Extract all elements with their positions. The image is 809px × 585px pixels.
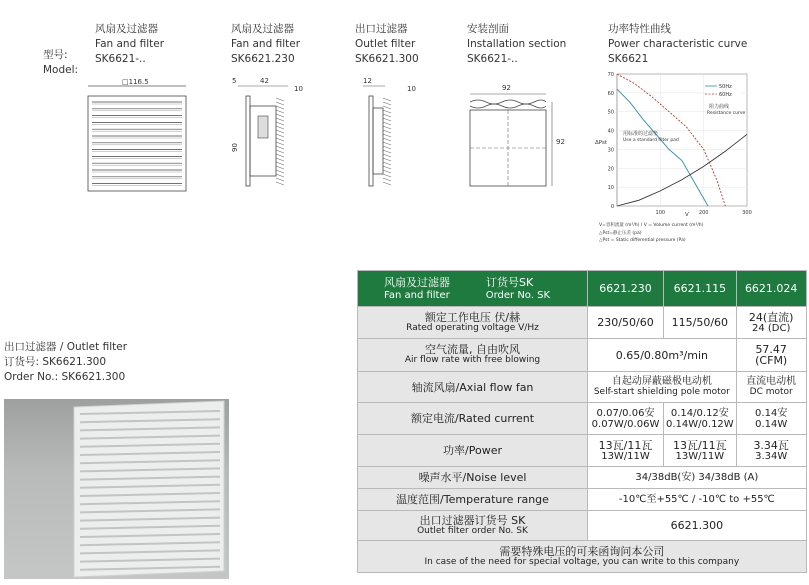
- col-2-header: [231, 22, 300, 67]
- hatch-line: [276, 142, 284, 145]
- hatch-line: [276, 174, 284, 177]
- table-row: [358, 307, 807, 339]
- row-label: 噪声水平/Noise level: [358, 467, 588, 489]
- outlet-filter-photo: [4, 399, 229, 579]
- hatch-line: [383, 138, 391, 141]
- hatch-line: [383, 106, 391, 109]
- row-label: 温度范围/Temperature range: [358, 489, 588, 511]
- hatch-line: [383, 130, 391, 133]
- y-tick-label: 40: [607, 128, 614, 135]
- col-5-model: SK6621: [608, 53, 649, 65]
- row-value: 24(直流) 24 (DC): [736, 307, 806, 339]
- row-value: 13瓦/11瓦 13W/11W: [588, 435, 664, 467]
- table-header-row: [358, 271, 807, 307]
- row-value: 230/50/60: [588, 307, 664, 339]
- hatch-line: [276, 98, 284, 101]
- hatch-line: [383, 114, 391, 117]
- table-row: [358, 372, 807, 403]
- table-row: [358, 403, 807, 435]
- side2-dim-b: 10: [407, 85, 416, 93]
- header-c3: 6621.024: [736, 271, 806, 307]
- side1-dim-c: 10: [294, 85, 303, 93]
- hatch-line: [383, 166, 391, 169]
- outlet-title: 出口过滤器 / Outlet filter: [4, 341, 128, 353]
- row-value: 0.07/0.06安 0.07W/0.06W: [588, 403, 664, 435]
- header-label-cell: [358, 271, 588, 307]
- y-axis-label: ΔPst: [595, 140, 608, 146]
- series-line-0: [617, 89, 708, 206]
- legend-resistance-en: Resistance curve: [707, 111, 746, 116]
- legend-60hz: 60Hz: [719, 92, 732, 98]
- row-value: 115/50/60: [664, 307, 737, 339]
- side1-dim-d: 90: [231, 143, 239, 152]
- col-4-model: SK6621-..: [467, 53, 518, 65]
- y-tick-label: 50: [607, 109, 614, 116]
- hatch-line: [383, 142, 391, 145]
- col-1-header: [95, 22, 164, 67]
- row-value: 34/38dB(安) 34/38dB (A): [588, 467, 807, 489]
- hatch-line: [383, 134, 391, 137]
- header-cn1: 风扇及过滤器: [384, 275, 450, 289]
- y-tick-label: 60: [607, 90, 614, 97]
- hatch-line: [383, 118, 391, 121]
- front-dim-label: □116.5: [122, 78, 149, 86]
- annotation-cn: 用标准的过滤垫: [623, 131, 659, 137]
- hatch-line: [383, 110, 391, 113]
- row-label: 出口过滤器订货号 SK Outlet filter order No. SK: [358, 511, 588, 541]
- col-2-en: Fan and filter: [231, 38, 301, 50]
- row-label: 空气流量, 自由吹风 Air flow rate with free blowing: [358, 339, 588, 372]
- x-tick-label: 300: [742, 210, 752, 216]
- model-label-en: Model:: [43, 64, 79, 76]
- footnote-3: △Pst = Static differential pressure (Pa): [599, 238, 686, 243]
- hatch-line: [383, 126, 391, 129]
- hatch-line: [383, 122, 391, 125]
- col-5-header: [608, 22, 747, 67]
- col-5-cn: 功率特性曲线: [608, 23, 671, 35]
- col-3-model: SK6621.300: [355, 53, 419, 65]
- hatch-line: [276, 182, 284, 185]
- annotation-en: Use a standard filter pad: [623, 138, 679, 143]
- outlet-filter-info: [4, 340, 127, 385]
- y-tick-label: 10: [607, 185, 614, 192]
- side-view-1-drawing: [228, 76, 308, 196]
- side1-dim-a: 5: [232, 77, 237, 85]
- table-row: [358, 435, 807, 467]
- spec-table: [357, 270, 807, 573]
- outlet-order-cn: 订货号: SK6621.300: [4, 356, 107, 368]
- col-3-cn: 出口过滤器: [355, 23, 408, 35]
- row-value: 0.65/0.80m³/min: [588, 339, 737, 372]
- side1-dim-b: 42: [260, 77, 269, 85]
- y-tick-label: 0: [610, 204, 614, 210]
- header-en2: Order No. SK: [485, 289, 551, 301]
- row-label: 功率/Power: [358, 435, 588, 467]
- hatch-line: [276, 150, 284, 153]
- row-value: 直流电动机 DC motor: [736, 372, 806, 403]
- hatch-line: [276, 162, 284, 165]
- row-value: 6621.300: [588, 511, 807, 541]
- hatch-line: [276, 130, 284, 133]
- hatch-line: [276, 134, 284, 137]
- hatch-line: [383, 182, 391, 185]
- row-value: 0.14安 0.14W: [736, 403, 806, 435]
- hatch-line: [383, 174, 391, 177]
- row-label: 额定电流/Rated current: [358, 403, 588, 435]
- header-en1: Fan and filter: [384, 289, 450, 301]
- col-5-en: Power characteristic curve: [608, 38, 748, 50]
- footnote-1: V=容积流量 (m³/h) / V = Volume current (m³/h): [599, 223, 704, 228]
- installation-section-drawing: [464, 80, 569, 195]
- hatch-line: [276, 146, 284, 149]
- col-4-header: [467, 22, 566, 67]
- row-value: 自起动屏蔽磁极电动机 Self-start shielding pole motor: [588, 372, 737, 403]
- row-label: 轴流风扇/Axial flow fan: [358, 372, 588, 403]
- side2-dim-a: 12: [363, 77, 372, 85]
- hatch-line: [276, 154, 284, 157]
- col-4-en: Installation section: [467, 38, 567, 50]
- hatch-line: [276, 126, 284, 129]
- row-value: 0.14/0.12安 0.14W/0.12W: [664, 403, 737, 435]
- col-1-cn: 风扇及过滤器: [95, 23, 158, 35]
- hatch-line: [383, 150, 391, 153]
- x-axis-label: V: [685, 212, 689, 218]
- hatch-line: [383, 98, 391, 101]
- hatch-line: [276, 178, 284, 181]
- hatch-line: [276, 158, 284, 161]
- header-c1: 6621.230: [588, 271, 664, 307]
- side-view-2-drawing: [355, 76, 425, 196]
- col-3-header: [355, 22, 419, 67]
- col-3-en: Outlet filter: [355, 38, 416, 50]
- table-footer-row: [358, 541, 807, 573]
- hatch-line: [383, 170, 391, 173]
- front-slats: [92, 102, 182, 186]
- col-2-model: SK6621.230: [231, 53, 295, 65]
- filter-grille-image: [4, 399, 229, 579]
- power-curve-chart: [593, 68, 773, 248]
- hatch-line: [383, 158, 391, 161]
- hatch-line: [276, 166, 284, 169]
- col-1-model: SK6621-..: [95, 53, 146, 65]
- row-value: 3.34瓦 3.34W: [736, 435, 806, 467]
- table-row: [358, 489, 807, 511]
- col-1-en: Fan and filter: [95, 38, 165, 50]
- footer-note: 需要特殊电压的可来函询问本公司 In case of the need for special voltage, you can write to this company: [358, 541, 807, 573]
- header-cn2: 订货号SK: [486, 275, 534, 289]
- hatch-line: [383, 178, 391, 181]
- x-tick-label: 100: [655, 210, 666, 216]
- table-row: [358, 339, 807, 372]
- table-row: [358, 511, 807, 541]
- outlet-order-en: Order No.: SK6621.300: [4, 371, 126, 383]
- y-tick-label: 30: [607, 147, 614, 154]
- row-value: 13瓦/11瓦 13W/11W: [664, 435, 737, 467]
- hatch-line: [276, 110, 284, 113]
- install-dim-h: 92: [556, 138, 565, 146]
- hatch-line: [383, 146, 391, 149]
- legend-resistance-cn: 阻力曲线: [709, 104, 730, 110]
- footnote-2: △Pst=静止压差 (pa): [599, 231, 642, 236]
- table-row: [358, 467, 807, 489]
- series-line-2: [617, 134, 747, 206]
- install-dim-w: 92: [502, 84, 511, 92]
- hatch-line: [383, 162, 391, 165]
- hatch-line: [383, 154, 391, 157]
- row-value: -10℃至+55℃ / -10℃ to +55℃: [588, 489, 807, 511]
- hatch-line: [276, 122, 284, 125]
- hatch-line: [276, 138, 284, 141]
- hatch-line: [276, 114, 284, 117]
- y-tick-label: 70: [607, 72, 614, 78]
- legend-50hz: 50Hz: [719, 84, 732, 90]
- hatch-line: [383, 102, 391, 105]
- front-view-drawing: [84, 76, 194, 196]
- row-value: 57.47 (CFM): [736, 339, 806, 372]
- row-label: 额定工作电压 伏/赫 Rated operating voltage V/Hz: [358, 307, 588, 339]
- col-2-cn: 风扇及过滤器: [231, 23, 294, 35]
- x-tick-label: 200: [698, 210, 709, 216]
- model-label: [43, 48, 78, 78]
- col-4-cn: 安装剖面: [467, 23, 509, 35]
- hatch-line: [276, 118, 284, 121]
- model-label-cn: 型号:: [43, 49, 68, 61]
- hatch-line: [276, 106, 284, 109]
- y-tick-label: 20: [607, 166, 614, 173]
- hatch-line: [276, 170, 284, 173]
- header-c2: 6621.115: [664, 271, 737, 307]
- hatch-line: [276, 102, 284, 105]
